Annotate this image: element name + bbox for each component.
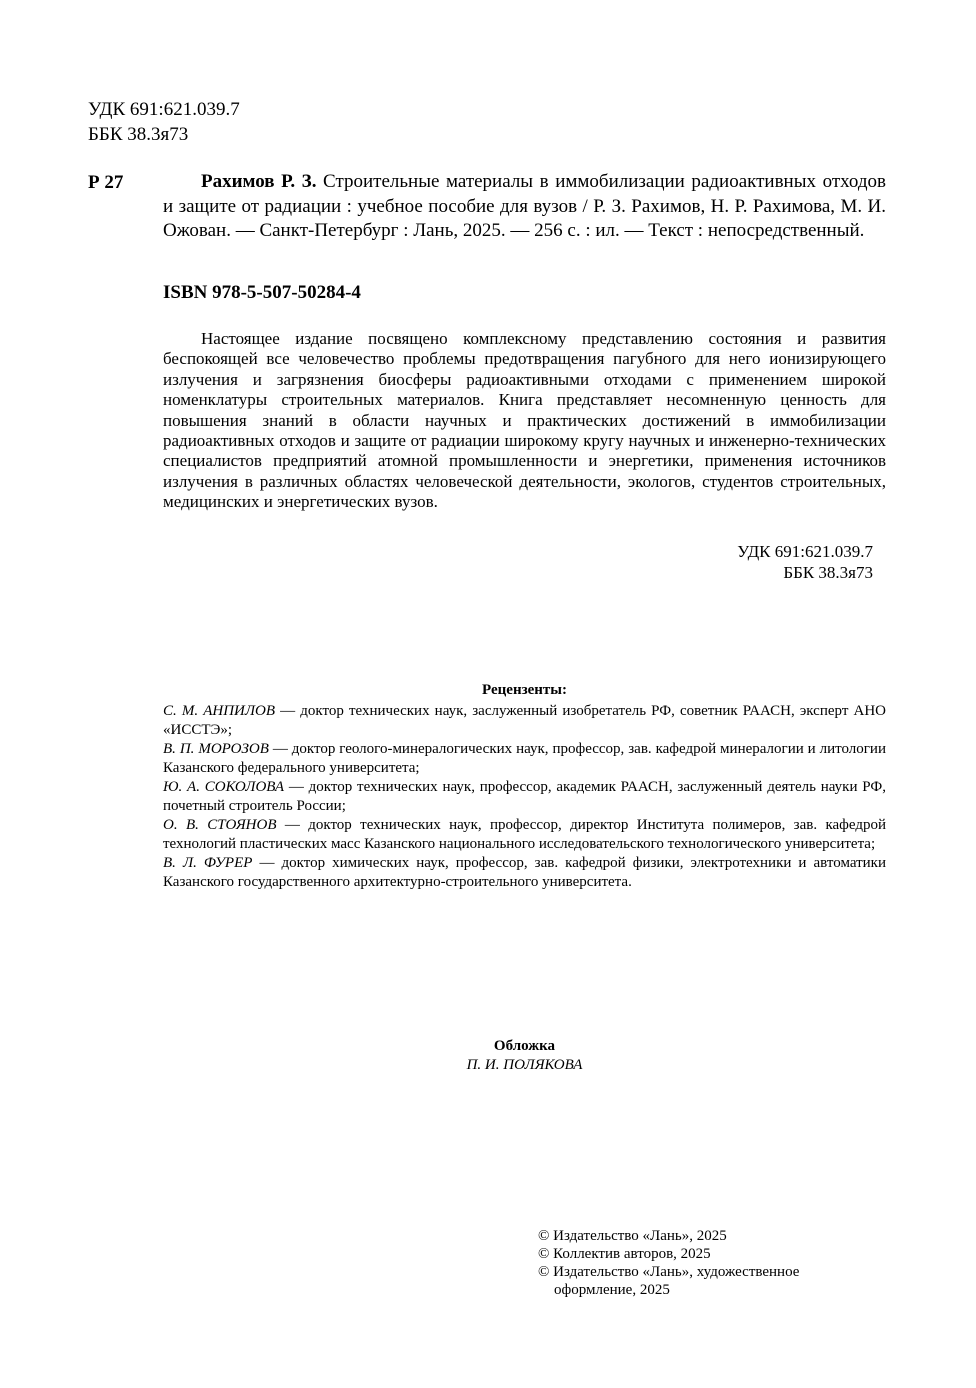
annotation: Настоящее издание посвящено комплексному представлению состояния и развития беспокоящей все человечество проблемы предотвращения пагубного для него ионизирующего излучения и загрязнения биосферы радиоактивными отходами с применением широкой номенклатуры строительных материалов. Книга представляет несомненную ценность для повышения знаний в области научных и практических достижений в иммобилизации радиоактивных отходов и защите от радиации широкому кругу научных и инженерно-технических специалистов предприятий атомной промышленности и энергетики, применения источников излучения в различных областях человеческой деятельности, экологов, студентов строительных, медицинских и энергетических вузов.: [163, 329, 886, 512]
reviewer-name: С. М. АНПИЛОВ: [163, 703, 276, 719]
reviewer-details: — доктор геолого-минералогических наук, профессор, зав. кафедрой минералогии и литологии Казанского федерального университета;: [163, 741, 886, 776]
reviewer-name: Ю. А. СОКОЛОВА: [163, 779, 285, 795]
reviewer-name: В. П. МОРОЗОВ: [163, 741, 269, 757]
bbk-code-right: ББК 38.3я73: [783, 563, 873, 582]
bibliographic-record: [163, 170, 886, 244]
reviewer-details: — доктор технических наук, профессор, директор Института полимеров, зав. кафедрой технологий пластических масс Казанского национального исследовательского технологического университета;: [163, 817, 886, 852]
bbk-code: ББК 38.3я73: [88, 124, 189, 145]
reviewer-name: О. В. СТОЯНОВ: [163, 817, 277, 833]
reviewer-details: — доктор химических наук, профессор, зав. кафедрой физики, электротехники и автоматики Казанского государственного архитектурно-строительного университета.: [163, 855, 886, 890]
book-description: Строительные материалы в иммобилизации радиоактивных отходов и защите от радиации : учебное пособие для вузов / Р. З. Рахимов, Н. Р. Рахимова, М. И. Ожован. — Санкт-Петербург : Лань, 2025. — 256 с. : ил. — Текст : непосредственный.: [163, 171, 886, 241]
author-name: Рахимов Р. З.: [201, 171, 317, 192]
copyright-line: © Издательство «Лань», 2025: [538, 1228, 727, 1244]
reviewer-item: [163, 702, 886, 740]
udk-code-right: УДК 691:621.039.7: [737, 542, 873, 561]
copyright-block: [538, 1227, 799, 1299]
reviewer-details: — доктор технических наук, профессор, академик РААСН, заслуженный деятель науки РФ, почетный строитель России;: [163, 779, 886, 814]
footer-classification: [600, 541, 873, 583]
copyright-line: оформление, 2025: [554, 1282, 670, 1298]
reviewers-title: Рецензенты:: [482, 682, 567, 698]
reviewer-item: [163, 854, 886, 892]
author-mark: Р 27: [88, 172, 124, 193]
reviewer-item: [163, 740, 886, 778]
isbn: ISBN 978-5-507-50284-4: [163, 282, 361, 303]
cover-title: Обложка: [493, 1038, 556, 1054]
reviewer-item: [163, 778, 886, 816]
copyright-line: © Коллектив авторов, 2025: [538, 1246, 711, 1262]
top-classification: [88, 97, 240, 147]
reviewer-details: — доктор технических наук, заслуженный изобретатель РФ, советник РААСН, эксперт АНО «ИССТЭ»;: [163, 703, 886, 738]
reviewers-list: [163, 702, 886, 892]
cover-designer: П. И. ПОЛЯКОВА: [466, 1057, 583, 1073]
udk-code: УДК 691:621.039.7: [88, 99, 240, 120]
reviewer-name: В. Л. ФУРЕР: [163, 855, 253, 871]
copyright-line: © Издательство «Лань», художественное: [538, 1264, 800, 1280]
reviewer-item: [163, 816, 886, 854]
